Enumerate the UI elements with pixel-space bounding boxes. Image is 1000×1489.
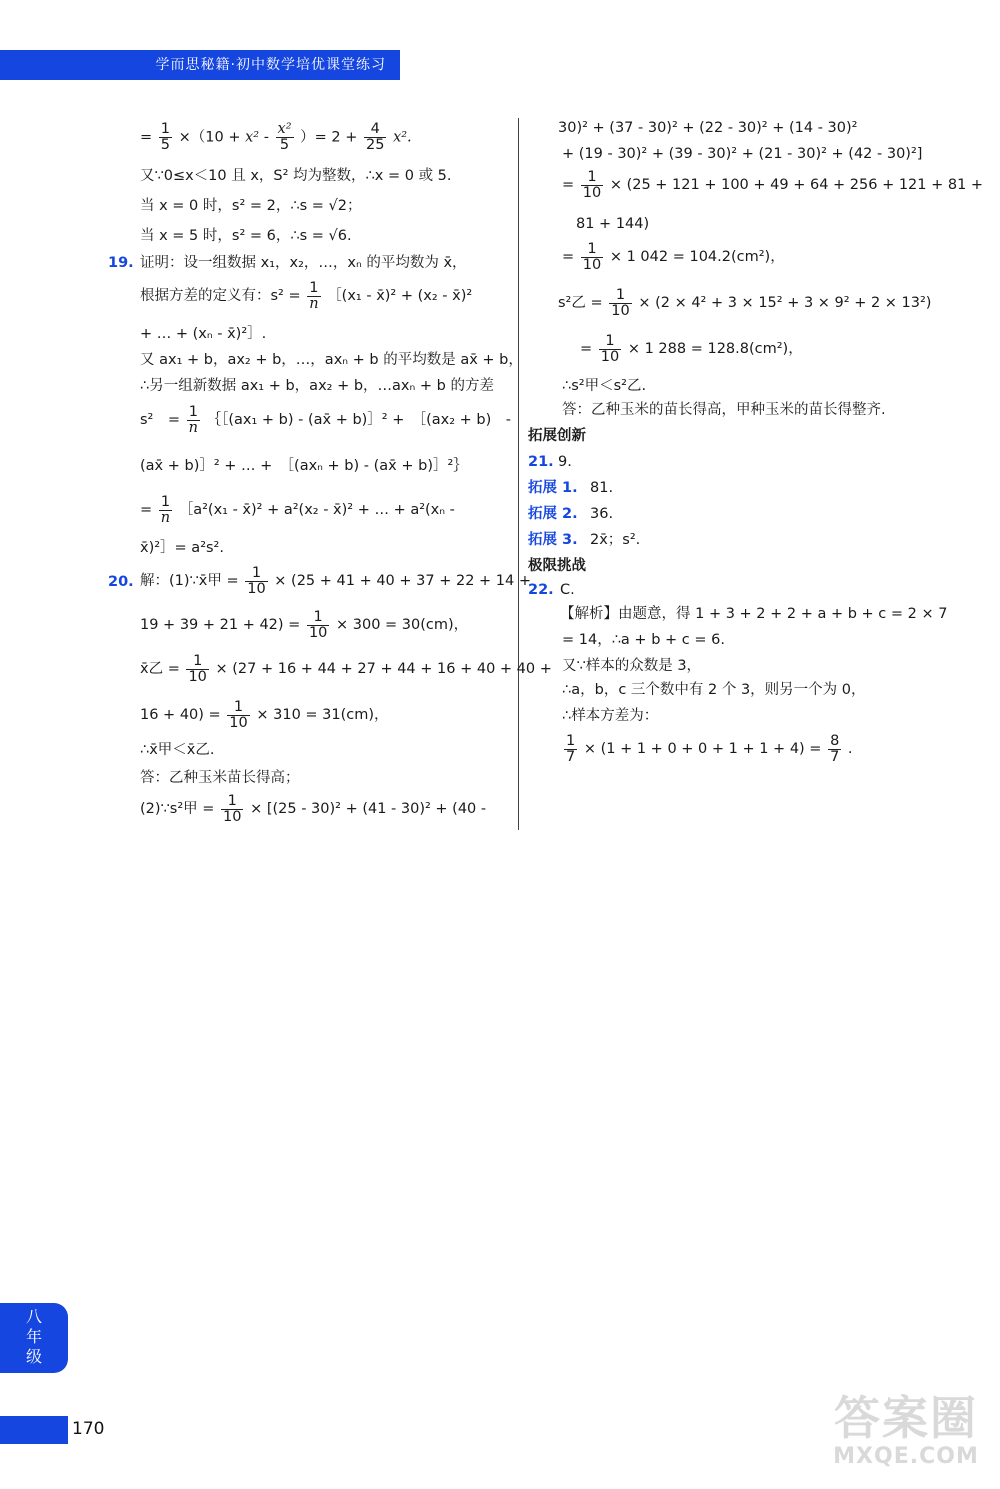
q22-line-2: = 14，∴a + b + c = 6. — [562, 632, 725, 648]
section-heading-extension: 拓展创新 — [528, 428, 586, 444]
page-number-bar — [0, 1416, 68, 1444]
q19-line-2: 根据方差的定义有：s² = $\frac{1}{n}$ ［(x₁ - x̄)² + (x₂ - x̄)² — [140, 279, 473, 312]
grade-char: 八 — [25, 1307, 42, 1326]
q19-line-1: 证明：设一组数据 x₁，x₂，…，xₙ 的平均数为 x̄， — [140, 255, 467, 271]
grade-tab — [0, 1303, 68, 1373]
q20-line-3: x̄乙 = $\frac{1}{10}$ × (27 + 16 + 44 + 27 + 44 + 16 + 40 + 40 + — [140, 652, 552, 685]
q19-line-5: ∴另一组新数据 ax₁ + b，ax₂ + b，…axₙ + b 的方差 — [140, 378, 494, 394]
q21-number: 21. — [528, 454, 554, 470]
q20-line-5: ∴x̄甲＜x̄乙. — [140, 742, 215, 758]
watermark-logo — [820, 1392, 992, 1470]
grade-char: 级 — [25, 1347, 42, 1366]
q22-line-5: ∴样本方差为： — [562, 708, 659, 724]
q20-line-2: 19 + 39 + 21 + 42) = $\frac{1}{10}$ × 300 = 30(cm)， — [140, 608, 469, 641]
page-number: 170 — [72, 1419, 105, 1439]
extension-1-label: 拓展 1. — [528, 480, 578, 496]
left-line-4: 当 x = 5 时，s² = 6，∴s = √6. — [140, 228, 352, 244]
q19-line-6: s² = $\frac{1}{n}$ ｛［(ax₁ + b) - (ax̄ + b)］² + ［(ax₂ + b) - — [140, 403, 512, 436]
q20-line-1: 解：(1)∵x̄甲 = $\frac{1}{10}$ × (25 + 41 + 40 + 37 + 22 + 14 + — [140, 564, 531, 597]
extension-3-label: 拓展 3. — [528, 532, 578, 548]
left-line-1: = $\frac{1}{5}$ ×（10 + x² - $\frac{\text{x²}}{5}$ ）= 2 + $\frac{4}{25}$ x². — [140, 121, 412, 153]
column-divider — [518, 118, 519, 830]
q19-number: 19. — [108, 255, 134, 271]
watermark-bottom: MXQE.COM — [833, 1444, 979, 1469]
q21-answer: 9. — [558, 454, 572, 470]
q20-number: 20. — [108, 574, 134, 590]
section-heading-challenge: 极限挑战 — [528, 558, 586, 574]
extension-1-answer: 81. — [590, 480, 614, 496]
q22-line-1: 【解析】由题意，得 1 + 3 + 2 + 2 + a + b + c = 2 × 7 — [560, 606, 948, 622]
watermark-top: 答案圈 — [834, 1391, 978, 1445]
header-title: 学而思秘籍·初中数学培优课堂练习 — [155, 57, 386, 73]
q22-line-6: $\frac{1}{7}$ × (1 + 1 + 0 + 0 + 1 + 1 + 4) = $\frac{8}{7}$ . — [566, 732, 853, 765]
extension-2-answer: 36. — [590, 506, 614, 522]
right-line-4: 81 + 144) — [576, 216, 650, 232]
right-line-3: = $\frac{1}{10}$ × (25 + 121 + 100 + 49 + 64 + 256 + 121 + 81 + — [562, 168, 984, 201]
left-line-3: 当 x = 0 时，s² = 2，∴s = √2； — [140, 198, 362, 214]
header-bar — [0, 50, 400, 80]
q22-line-3: 又∵样本的众数是 3， — [562, 658, 702, 674]
left-line-2: 又∵0≤x＜10 且 x，S² 均为整数，∴x = 0 或 5. — [140, 168, 452, 184]
q19-line-9: x̄)²］= a²s². — [140, 540, 224, 556]
right-line-6: s²乙 = $\frac{1}{10}$ × (2 × 4² + 3 × 15² + 3 × 9² + 2 × 13²) — [558, 286, 932, 319]
q22-number: 22. — [528, 582, 554, 598]
extension-3-answer: 2x̄；s². — [590, 532, 641, 548]
q19-line-4: 又 ax₁ + b，ax₂ + b，…，axₙ + b 的平均数是 ax̄ + b， — [140, 352, 523, 368]
right-line-1: 30)² + (37 - 30)² + (22 - 30)² + (14 - 30)² — [558, 120, 858, 136]
q19-line-8: = $\frac{1}{n}$ ［a²(x₁ - x̄)² + a²(x₂ - x̄)² + … + a²(xₙ - — [140, 493, 455, 526]
grade-char: 年 — [25, 1327, 42, 1346]
right-line-7: = $\frac{1}{10}$ × 1 288 = 128.8(cm²)， — [580, 332, 803, 365]
q19-line-7: (ax̄ + b)］² + … + ［(axₙ + b) - (ax̄ + b)］²｝ — [140, 458, 468, 474]
q20-line-6: 答：乙种玉米苗长得高； — [140, 770, 300, 786]
right-line-5: = $\frac{1}{10}$ × 1 042 = 104.2(cm²)， — [562, 240, 785, 273]
right-line-8: ∴s²甲＜s²乙. — [562, 378, 647, 394]
extension-2-label: 拓展 2. — [528, 506, 578, 522]
q22-answer: C. — [560, 582, 575, 598]
right-line-9: 答：乙种玉米的苗长得高，甲种玉米的苗长得整齐. — [562, 402, 886, 418]
q19-line-3: + … + (xₙ - x̄)²］. — [140, 326, 267, 342]
q22-line-4: ∴a，b，c 三个数中有 2 个 3，则另一个为 0， — [562, 682, 866, 698]
q20-line-4: 16 + 40) = $\frac{1}{10}$ × 310 = 31(cm)， — [140, 698, 389, 731]
right-line-2: + (19 - 30)² + (39 - 30)² + (21 - 30)² + (42 - 30)²] — [562, 146, 923, 162]
q20-line-7: (2)∵s²甲 = $\frac{1}{10}$ × [(25 - 30)² + (41 - 30)² + (40 - — [140, 792, 487, 825]
